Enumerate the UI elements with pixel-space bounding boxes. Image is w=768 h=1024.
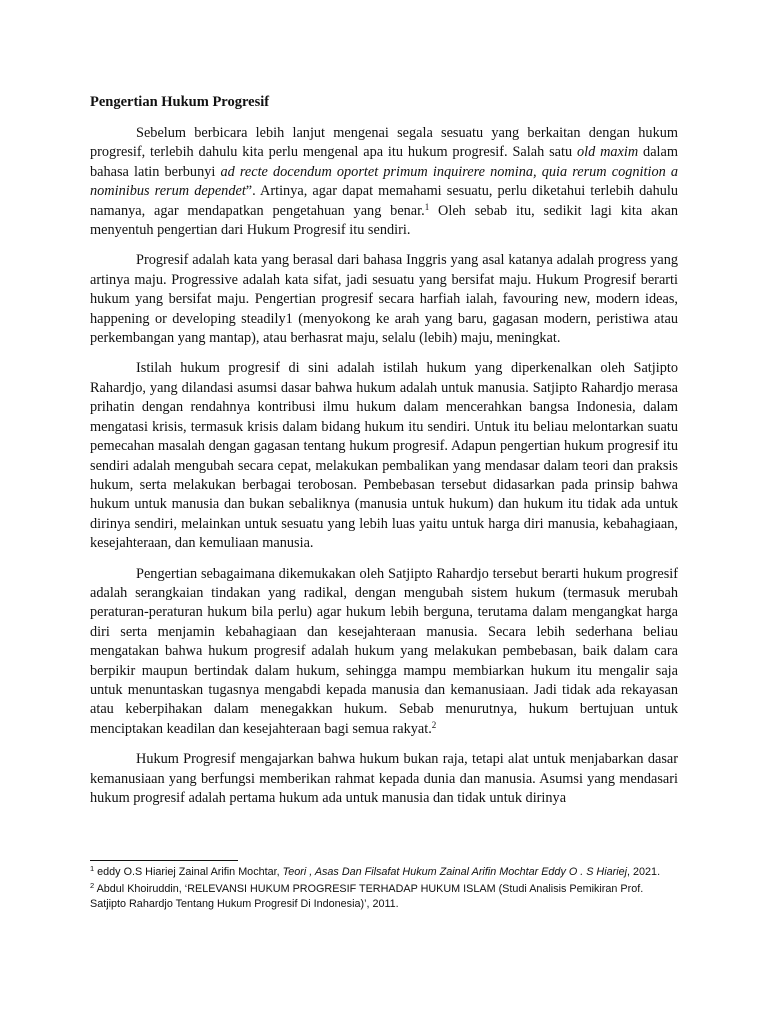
p1-text-a: Sebelum berbicara lebih lanjut mengenai segala sesuatu yang berkaitan dengan hukum progresif, terlebih dahulu kita perlu mengenal apa itu hukum progresif. Salah satu: [90, 125, 678, 161]
footnote-1-book-title: Teori , Asas Dan Filsafat Hukum Zainal Arifin Mochtar Eddy O . S Hiariej: [282, 866, 628, 878]
p1-italic-maxim: old maxim: [576, 144, 639, 161]
p1-text-e: ”. Artinya, agar dapat memahami sesuatu, perlu diketahui terlebih dahulu namanya, agar mendapatkan pengetahuan yang benar.: [90, 183, 678, 219]
paragraph-3: Istilah hukum progresif di sini adalah istilah hukum yang diperkenalkan oleh Satjipto Rahardjo, yang dilandasi asumsi dasar bahwa hukum adalah untuk manusia. Satjipto Rahardjo merasa prihatin dengan rendahnya kontribusi ilmu hukum dalam mencerahkan bangsa Indonesia, dalam mengatasi krisis, termasuk krisis dalam bidang hukum itu sendiri. Untuk itu beliau melontarkan suatu pemecahan masalah dengan gagasan tentang hukum progresif. Adapun pengertian hukum progresif itu sendiri adalah mengubah secara cepat, melakukan pembalikan yang mendasar dalam teori dan praksis hukum, serta melakukan berbagai terobosan. Pembebasan tersebut didasarkan pada prinsip bahwa hukum untuk manusia dan bukan sebaliknya (manusia untuk hukum) dan hukum itu tidak ada untuk dirinya sendiri, melainkan untuk sesuatu yang lebih luas yaitu untuk harga diri manusia, kebahagiaan, kesejahteraan, dan kemuliaan manusia.: [90, 360, 678, 552]
footnote-1-year: , 2021.: [627, 866, 661, 878]
footnote-2: [90, 882, 678, 913]
paragraph-2: Progresif adalah kata yang berasal dari bahasa Inggris yang asal katanya adalah progress yang artinya maju. Progressive adalah kata sifat, jadi sesuatu yang bersifat maju. Hukum Progresif berarti hukum yang bersifat maju. Pengertian progresif secara harfiah ialah, favouring new, modern ideas, happening or developing steadily1 (menyokong ke arah yang baru, gagasan modern, peristiwa atau perkembangan yang mantap), atau berhasrat maju, selalu (lebih) maju, meningkat.: [90, 252, 678, 347]
footnotes: [90, 860, 678, 914]
footnote-ref-1[interactable]: 1: [424, 201, 430, 212]
paragraph-4: [90, 565, 678, 740]
p4-text: Pengertian sebagaimana dikemukakan oleh Satjipto Rahardjo tersebut berarti hukum progresif adalah serangkaian tindakan yang radikal, dengan mengubah sistem hukum (termasuk merubah peraturan-peraturan hukum bila perlu) agar hukum lebih berguna, terutama dalam mengangkat harga diri serta menjamin kebahagiaan dan kesejahteraan manusia. Secara lebih sederhana beliau mengatakan bahwa hukum progresif adalah hukum yang melakukan pembebasan, baik dalam cara berpikir maupun bertindak dalam hukum, sehingga mampu membiarkan hukum itu mengalir saja untuk menuntaskan tugasnya mengabdi kepada manusia dan kemanusiaan. Jadi tidak ada rekayasan atau keberpihakan dalam menegakkan hukum. Sebab menurutnya, hukum bertujuan untuk menciptakan keadilan dan kesejahteraan bagi semua rakyat.: [90, 565, 678, 737]
paragraph-5: Hukum Progresif mengajarkan bahwa hukum bukan raja, tetapi alat untuk menjabarkan dasar kemanusiaan yang berfungsi memberikan rahmat kepada dunia dan manusia. Asumsi yang mendasari hukum progresif adalah pertama hukum ada untuk manusia dan tidak untuk dirinya: [90, 751, 678, 806]
document-body: [90, 93, 678, 819]
footnote-1: [90, 865, 678, 881]
section-title: Pengertian Hukum Progresif: [90, 94, 270, 110]
footnote-1-number: 1: [90, 864, 95, 873]
footnote-ref-2[interactable]: 2: [431, 719, 437, 730]
footnote-1-author: eddy O.S Hiariej Zainal Arifin Mochtar,: [94, 866, 283, 878]
footnote-2-text: Abdul Khoiruddin, ‘RELEVANSI HUKUM PROGRESIF TERHADAP HUKUM ISLAM (Studi Analisis Pemikiran Prof. Satjipto Rahardjo Tentang Hukum Progresif Di Indonesia)’, 2011.: [90, 882, 644, 910]
paragraph-1: [90, 124, 678, 240]
p1-text-f: Oleh sebab itu, sedikit lagi kita akan menyentuh pengertian dari Hukum Progresif itu sendiri.: [90, 202, 678, 239]
p1-italic-latin: ad recte docendum oportet primum inquirere nomina, quia rerum cognition a nominibus rerum dependet: [90, 163, 678, 200]
footnote-2-number: 2: [90, 880, 95, 890]
p1-text-c: dalam bahasa latin berbunyi: [90, 144, 678, 180]
footnote-divider: [90, 860, 238, 861]
